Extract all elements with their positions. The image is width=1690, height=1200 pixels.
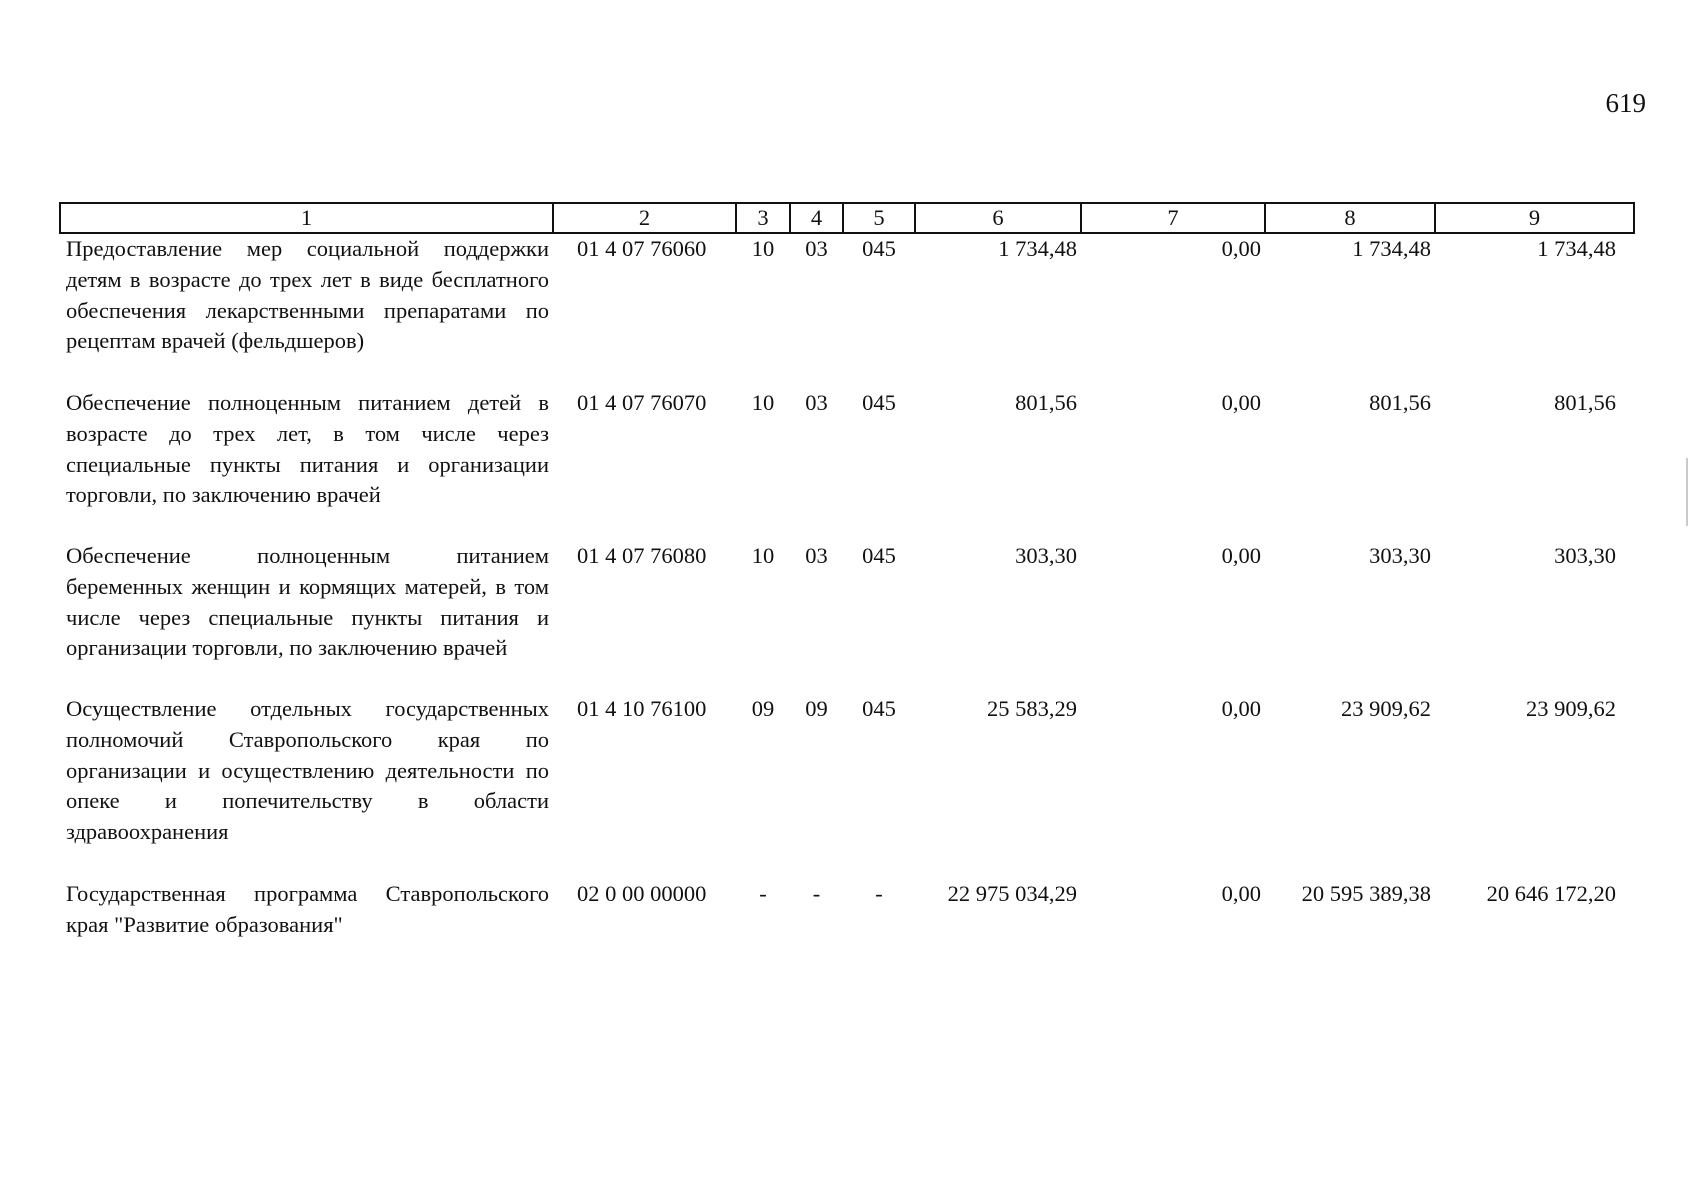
amount-col6: 25 583,29 <box>987 696 1077 721</box>
section-code: 10 <box>751 236 775 261</box>
subsection-code: - <box>812 881 821 906</box>
subsection-code: 03 <box>805 390 828 415</box>
ministry-code: 045 <box>862 696 896 721</box>
header-row <box>60 203 1634 233</box>
column-header: 8 <box>1265 203 1435 233</box>
amount-col7: 0,00 <box>1221 390 1261 415</box>
amount-col9: 303,30 <box>1554 543 1616 568</box>
column-header: 5 <box>843 203 915 233</box>
subsection-code: 09 <box>805 696 828 721</box>
amount-col9: 801,56 <box>1554 390 1616 415</box>
amount-col7: 0,00 <box>1221 881 1261 906</box>
section-code: 10 <box>751 543 775 568</box>
column-header: 6 <box>915 203 1081 233</box>
section-code: 09 <box>751 696 775 721</box>
amount-col7: 0,00 <box>1221 543 1261 568</box>
target-article-code: 01 4 10 76100 <box>577 696 707 721</box>
column-header: 7 <box>1081 203 1265 233</box>
table-row <box>60 541 1634 694</box>
ministry-code: 045 <box>862 390 896 415</box>
amount-col6: 1 734,48 <box>998 236 1077 261</box>
ministry-code: 045 <box>862 236 896 261</box>
amount-col8: 23 909,62 <box>1341 696 1431 721</box>
table-body <box>60 233 1634 949</box>
amount-col7: 0,00 <box>1221 696 1261 721</box>
section-code: 10 <box>751 390 775 415</box>
amount-col8: 303,30 <box>1369 543 1431 568</box>
table-row <box>60 388 1634 541</box>
expense-name: Осуществление отдельных государственных полномочий Ставропольского края по организации и осуществлению деятельности по опеке и попечительству в области здравоохранения <box>66 696 549 845</box>
amount-col9: 23 909,62 <box>1526 696 1616 721</box>
column-header: 1 <box>60 203 553 233</box>
section-code: - <box>759 881 767 906</box>
target-article-code: 01 4 07 76080 <box>577 543 707 568</box>
amount-col9: 20 646 172,20 <box>1486 881 1616 906</box>
subsection-code: 03 <box>805 543 828 568</box>
scan-edge-mark <box>1686 458 1688 526</box>
table-header <box>60 203 1634 233</box>
page-number: 619 <box>1605 88 1646 118</box>
amount-col7: 0,00 <box>1221 236 1261 261</box>
amount-col6: 22 975 034,29 <box>947 881 1077 906</box>
table-row <box>60 233 1634 388</box>
table-row <box>60 694 1634 879</box>
amount-col9: 1 734,48 <box>1537 236 1616 261</box>
column-header: 9 <box>1435 203 1634 233</box>
ministry-code: - <box>875 881 883 906</box>
ministry-code: 045 <box>862 543 896 568</box>
amount-col6: 801,56 <box>1015 390 1077 415</box>
expense-name: Предоставление мер социальной поддержки детям в возрасте до трех лет в виде бесплатного обеспечения лекарственными препаратами по рецептам врачей (фельдшеров) <box>66 236 549 354</box>
expense-name: Государственная программа Ставропольского края "Развитие образования" <box>66 881 549 937</box>
budget-table <box>59 202 1635 949</box>
amount-col8: 1 734,48 <box>1352 236 1431 261</box>
expense-name: Обеспечение полноценным питанием беременных женщин и кормящих матерей, в том числе через специальные пункты питания и организации торговли, по заключению врачей <box>66 543 549 661</box>
column-header: 4 <box>790 203 843 233</box>
table-row <box>60 879 1634 949</box>
target-article-code: 01 4 07 76060 <box>577 236 707 261</box>
amount-col8: 20 595 389,38 <box>1301 881 1431 906</box>
expense-name: Обеспечение полноценным питанием детей в возрасте до трех лет, в том числе через специальные пункты питания и организации торговли, по заключению врачей <box>66 390 549 508</box>
column-header: 3 <box>736 203 790 233</box>
target-article-code: 01 4 07 76070 <box>577 390 707 415</box>
target-article-code: 02 0 00 00000 <box>577 881 707 906</box>
column-header: 2 <box>553 203 736 233</box>
amount-col6: 303,30 <box>1015 543 1077 568</box>
amount-col8: 801,56 <box>1369 390 1431 415</box>
subsection-code: 03 <box>805 236 828 261</box>
